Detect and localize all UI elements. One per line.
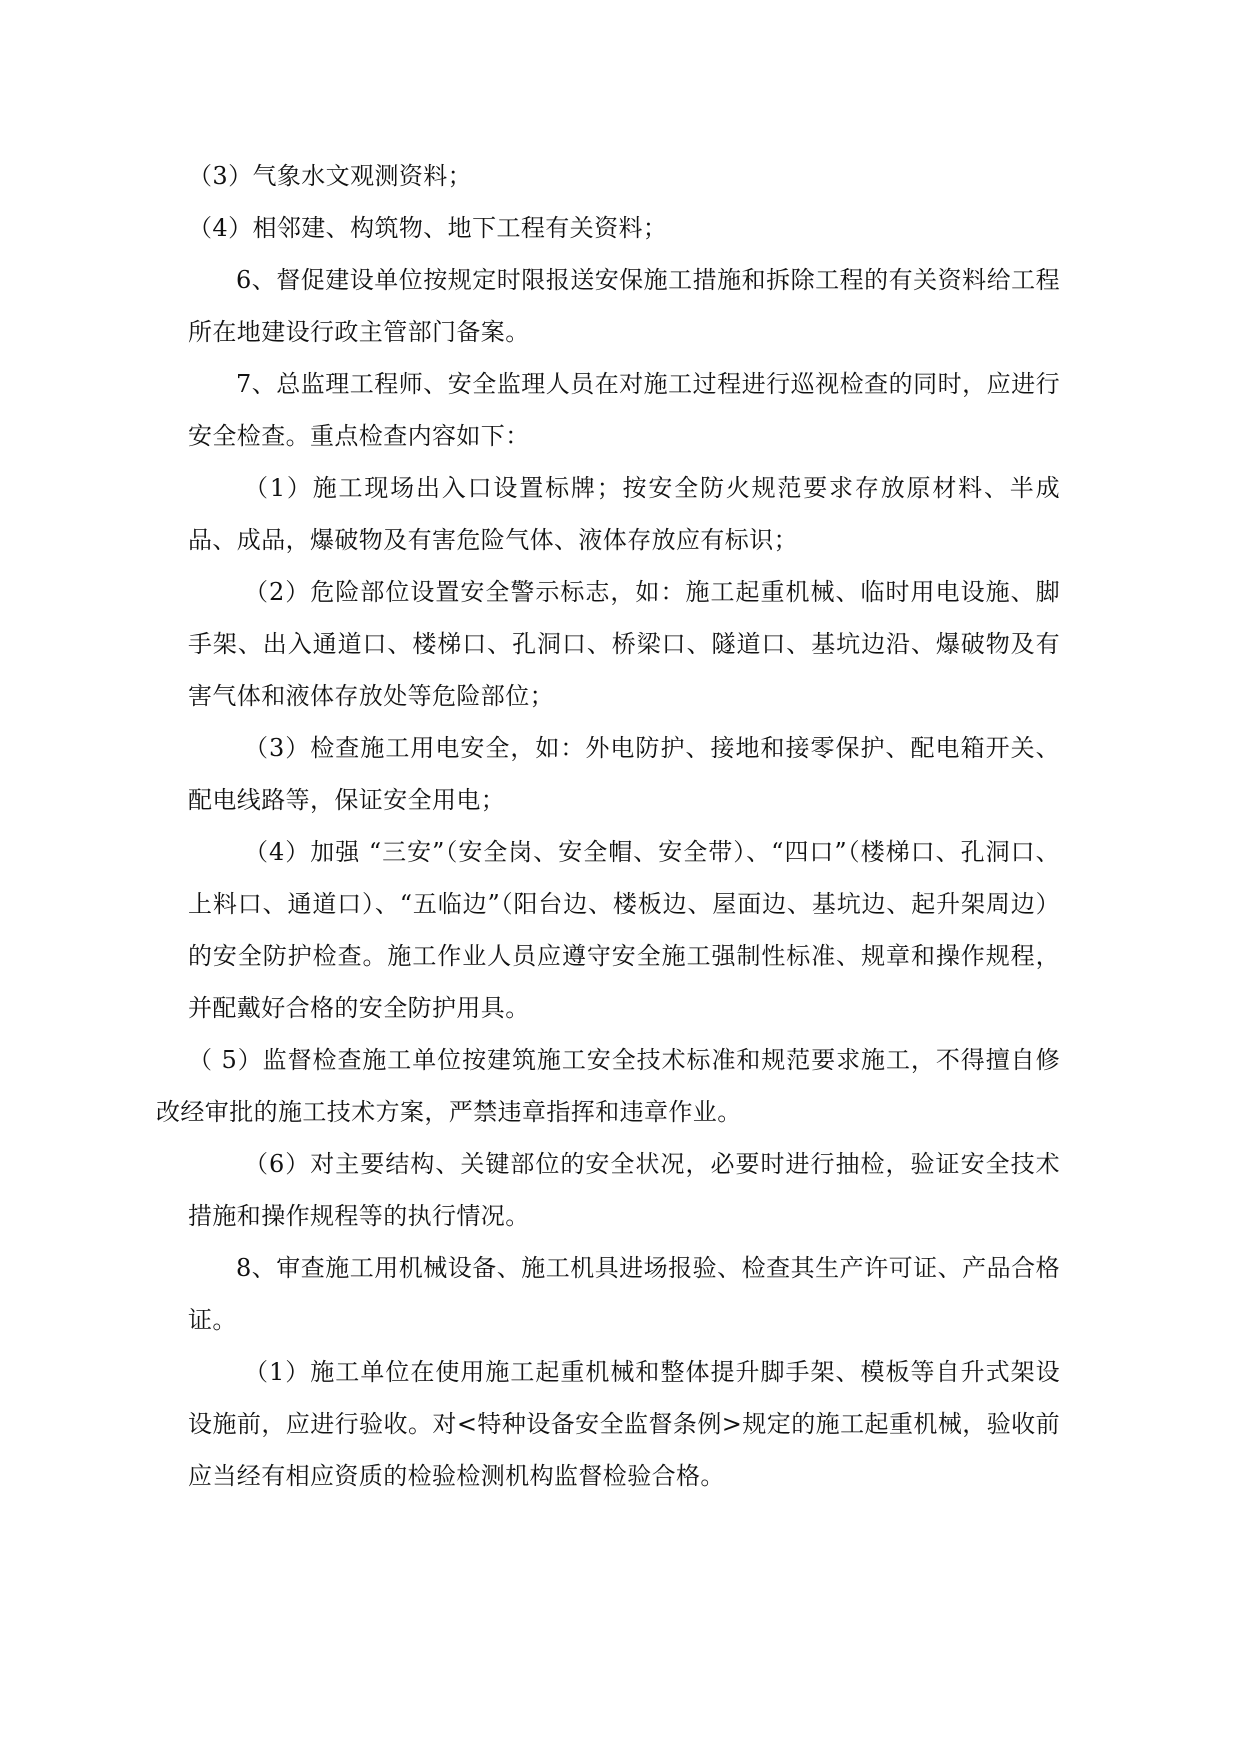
paragraph-item-6: 6、督促建设单位按规定时限报送安保施工措施和拆除工程的有关资料给工程所在地建设行政主管部门备案。 [188, 266, 1060, 346]
paragraph-check-2: （2）危险部位设置安全警示标志，如：施工起重机械、临时用电设施、脚手架、出入通道口、楼梯口、孔洞口、桥梁口、隧道口、基坑边沿、爆破物及有害气体和液体存放处等危险部位； [188, 578, 1060, 710]
paragraph-adjacent-structures: （4）相邻建、构筑物、地下工程有关资料； [188, 214, 668, 242]
paragraph-check-4: （4）加强 “三安”（安全岗、安全帽、安全带）、“四口”（楼梯口、孔洞口、上料口、通道口）、“五临边”（阳台边、楼板边、屋面边、基坑边、起升架周边）的安全防护检查。施工作业人员应遵守安全施工强制性标准、规章和操作规程，并配戴好合格的安全防护用具。 [188, 838, 1060, 1022]
paragraph-check-3: （3）检查施工用电安全，如：外电防护、接地和接零保护、配电箱开关、配电线路等，保证安全用电； [188, 734, 1060, 814]
paragraph-check-6: （6）对主要结构、关键部位的安全状况，必要时进行抽检，验证安全技术措施和操作规程等的执行情况。 [188, 1150, 1060, 1230]
paragraph-item-7: 7、总监理工程师、安全监理人员在对施工过程进行巡视检查的同时，应进行安全检查。重点检查内容如下： [188, 370, 1060, 450]
paragraph-item-8: 8、审查施工用机械设备、施工机具进场报验、检查其生产许可证、产品合格证。 [188, 1254, 1060, 1334]
paragraph-equipment-1: （1）施工单位在使用施工起重机械和整体提升脚手架、模板等自升式架设设施前，应进行验收。对<特种设备安全监督条例>规定的施工起重机械，验收前应当经有相应资质的检验检测机构监督检验合格。 [188, 1358, 1060, 1490]
document-body [156, 150, 1060, 1502]
paragraph-weather-data: （3）气象水文观测资料； [188, 162, 473, 190]
paragraph-check-5: （ 5）监督检查施工单位按建筑施工安全技术标准和规范要求施工，不得擅自修改经审批的施工技术方案，严禁违章指挥和违章作业。 [156, 1046, 1060, 1126]
paragraph-check-1: （1）施工现场出入口设置标牌；按安全防火规范要求存放原材料、半成品、成品，爆破物及有害危险气体、液体存放应有标识； [188, 474, 1060, 554]
